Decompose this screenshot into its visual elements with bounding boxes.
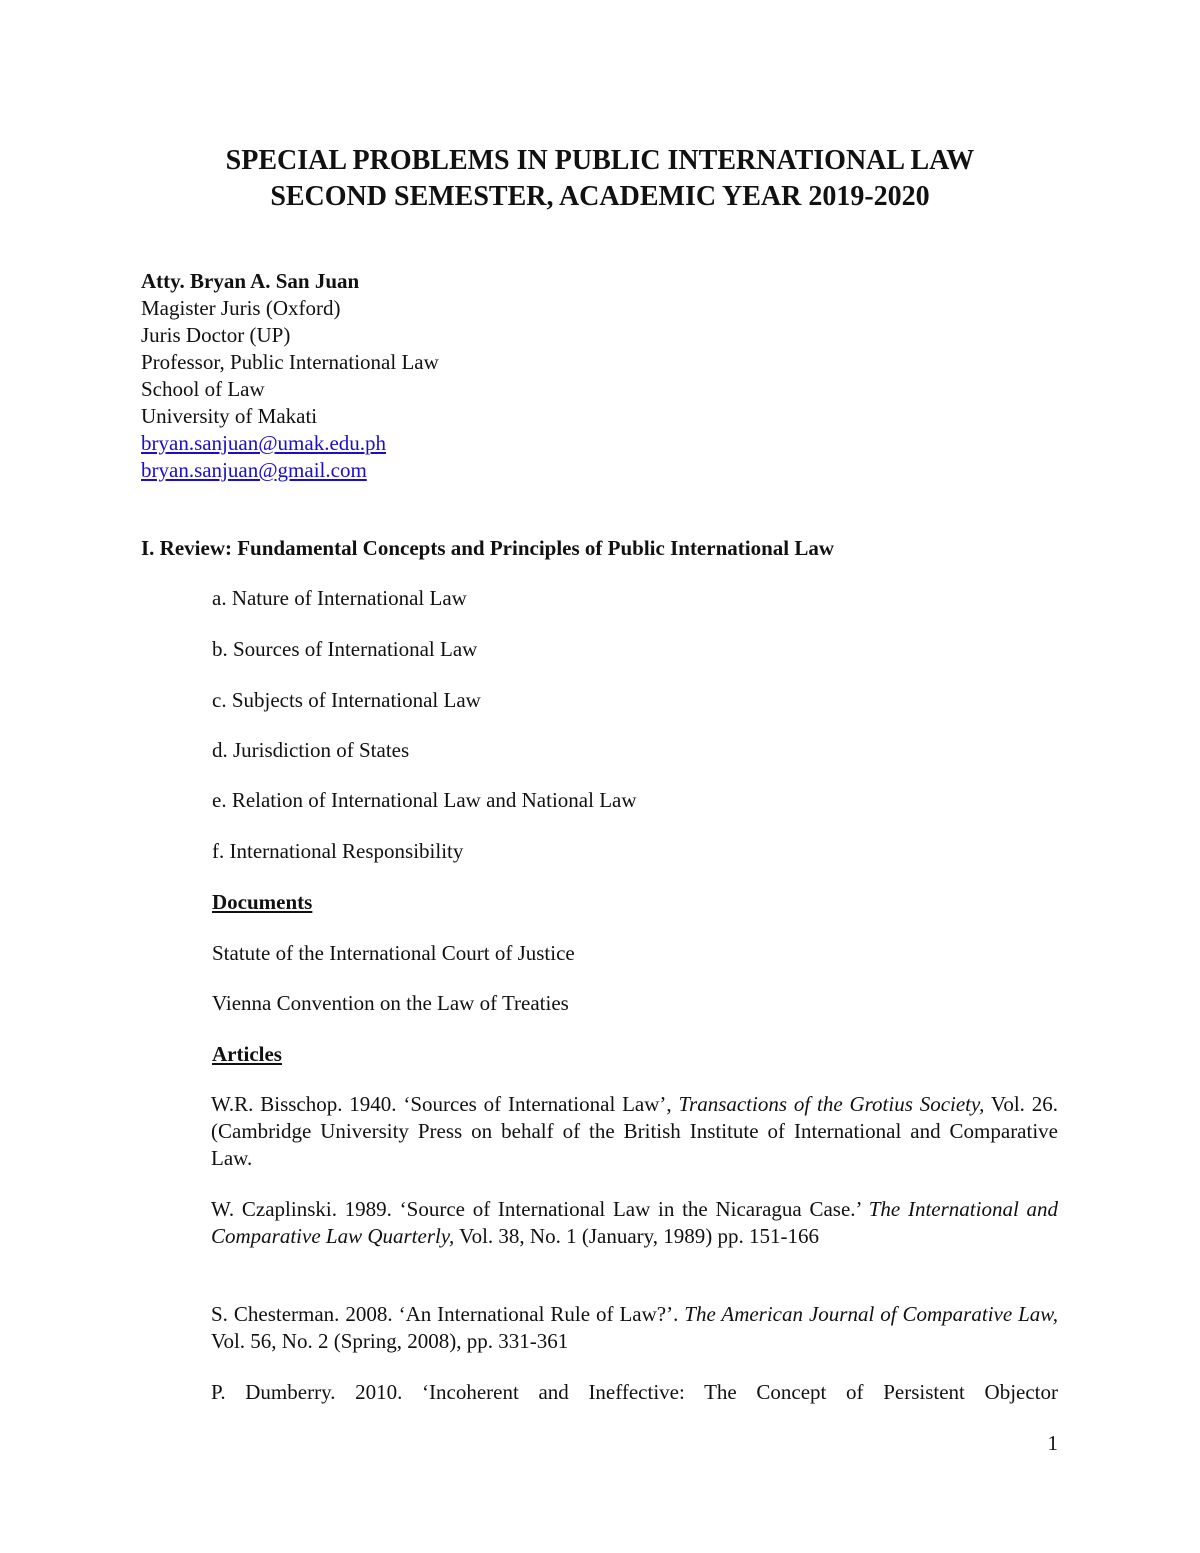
reference-text: Vol. 38, No. 1 (January, 1989) pp. 151-166	[454, 1224, 820, 1248]
topic-item: e. Relation of International Law and National Law	[212, 788, 637, 812]
reference-text: W. Czaplinski. 1989. ‘Source of International Law in the Nicaragua Case.’	[211, 1197, 869, 1221]
reference-text: Vol. 56, No. 2 (Spring, 2008), pp. 331-361	[211, 1329, 569, 1353]
articles-heading: Articles	[212, 1042, 282, 1066]
author-credential: Juris Doctor (UP)	[141, 323, 291, 347]
document-title-line2: SECOND SEMESTER, ACADEMIC YEAR 2019-2020	[270, 181, 930, 212]
email-link-umak[interactable]: bryan.sanjuan@umak.edu.ph	[141, 431, 387, 455]
topic-item: a. Nature of International Law	[212, 586, 467, 610]
article-reference	[211, 1091, 1058, 1172]
topic-item: f. International Responsibility	[212, 839, 464, 863]
reference-text: W.R. Bisschop. 1940. ‘Sources of International Law’,	[211, 1092, 679, 1116]
author-position: Professor, Public International Law	[141, 350, 439, 374]
author-school: School of Law	[141, 377, 265, 401]
author-university: University of Makati	[141, 404, 318, 428]
reference-text: Vol. 26. (Cambridge University Press on behalf of the British Institute of International and Comparative Law.	[211, 1092, 1058, 1170]
article-reference	[211, 1196, 1058, 1250]
author-credential: Magister Juris (Oxford)	[141, 296, 341, 320]
author-name: Atty. Bryan A. San Juan	[141, 269, 360, 293]
topic-item: d. Jurisdiction of States	[212, 738, 410, 762]
journal-title: The International and Comparative Law Quarterly,	[211, 1197, 1059, 1248]
journal-title: The American Journal of Comparative Law,	[684, 1302, 1058, 1326]
topic-item: c. Subjects of International Law	[212, 688, 481, 712]
article-reference	[211, 1379, 1058, 1406]
document-title-line1: SPECIAL PROBLEMS IN PUBLIC INTERNATIONAL LAW	[225, 145, 975, 176]
article-reference	[211, 1301, 1058, 1355]
document-item: Statute of the International Court of Justice	[212, 941, 575, 965]
journal-title: Transactions of the Grotius Society,	[678, 1092, 985, 1116]
section-heading: I. Review: Fundamental Concepts and Principles of Public International Law	[141, 536, 835, 560]
documents-heading: Documents	[212, 890, 313, 914]
document-item: Vienna Convention on the Law of Treaties	[212, 991, 569, 1015]
email-link-gmail[interactable]: bryan.sanjuan@gmail.com	[141, 458, 367, 482]
topic-item: b. Sources of International Law	[212, 637, 478, 661]
reference-text: S. Chesterman. 2008. ‘An International Rule of Law?’.	[211, 1302, 685, 1326]
reference-text: P. Dumberry. 2010. ‘Incoherent and Ineffective: The Concept of Persistent Objector	[211, 1380, 1058, 1404]
page-number: 1	[1047, 1431, 1058, 1455]
